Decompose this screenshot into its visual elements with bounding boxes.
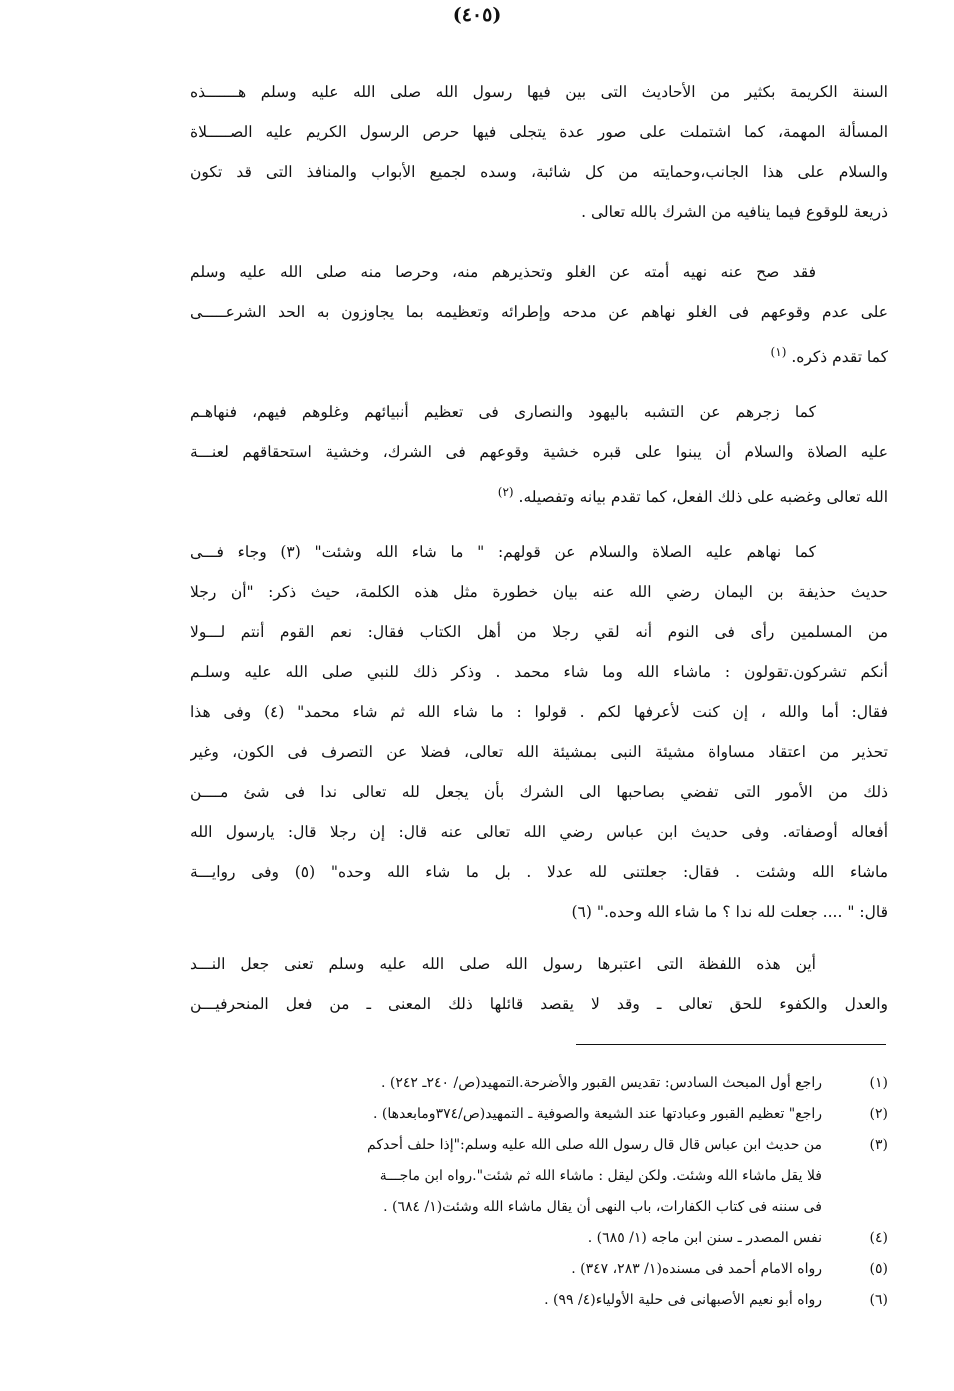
footnote-divider: [576, 1044, 886, 1045]
text-line: المسألة المهمة، كما اشتملت على صور عدة يتجلى فيها حرص الرسول الكريم عليه الصـــــلاة: [190, 123, 888, 141]
footnote-3-continued: [190, 1161, 888, 1192]
footnote-6: [190, 1285, 888, 1316]
text-line: من المسلمين رأى فى النوم أنه لقي رجلا من أهل الكتاب فقال: نعم القوم أنتم لـــولا: [190, 623, 888, 641]
text-line: فقد صح عنه نهيه أمته عن الغلو وتحذيرهم منه، وحرصا منه صلى الله عليه وسلم: [190, 263, 816, 281]
text-line: على عدم وقوعهم فى الغلو نهاهم عن مدحه وإطرائه وتعظيمه بما يجاوزون به الحد الشرعـــــى: [190, 303, 888, 321]
text-line: عليه الصلاة والسلام أن يبنوا على قبره خشية وقوعهم فى الشرك، وخشية استحقاقهم لعنـــة: [190, 443, 888, 461]
footnote-number: (٦): [869, 1292, 888, 1308]
footnote-text: راجع أول المبحث السادس: تقديس القبور والأضرحة.التمهيد(ص/ ٢٤٠ـ ٢٤٢) .: [381, 1075, 822, 1091]
footnote-text: رواه أبو نعيم الأصبهانى فى حلية الأولياء(٤/ ٩٩) .: [544, 1292, 822, 1308]
footnote-3: [190, 1130, 888, 1161]
paragraph-3: [190, 392, 888, 512]
text-line: السنة الكريمة بكثير من الأحاديث التى بين فيها رسول الله صلى الله عليه وسلم هـــــــذه: [190, 83, 888, 101]
footnote-number: (١): [869, 1075, 888, 1091]
footnote-text: من حديث ابن عباس قال قال رسول الله صلى الله عليه وسلم:"إذا حلف أحدكم: [367, 1137, 822, 1153]
footnote-number: (٤): [869, 1230, 888, 1246]
text-line: أين هذه اللفظة التى اعتبرها رسول الله صلى الله عليه وسلم تعنى جعل النـــد: [190, 955, 816, 973]
text-line: والسلام على هذا الجانب،وحمايته من كل شائبة، وسده لجميع الأبواب والمنافذ التى قد تكون: [190, 163, 888, 181]
footnote-text: فلا يقل ماشاء الله وشئت. ولكن ليقل : ماشاء الله ثم شئت".رواه ابن ماجـــة: [379, 1168, 822, 1184]
text-line: أنكم تشركون.تقولون : ماشاء الله وما شاء محمد . وذكر ذلك للنبي صلى الله عليه وسلـم: [190, 663, 888, 681]
text-line: ذلك من الأمور التى تفضي بصاحبها الى الشرك بأن يجعل لله تعالى ندا فى شئ مــــن: [190, 783, 888, 801]
text-line: كما زجرهم عن التشبه باليهود والنصارى فى تعظيم أنبيائهم وغلوهم فيهم، فنهاهـم: [190, 403, 816, 421]
text-line: فقال: أما والله ، إن كنت لأعرفها لكم . قولوا : ما شاء الله ثم شاء محمد" (٤) وفى هذا: [190, 703, 888, 721]
footnote-text: رواه الامام أحمد فى مسنده(١/ ٢٨٣، ٣٤٧) .: [571, 1261, 822, 1277]
text-line: أفعاله أوصفاته. وفى حديث ابن عباس رضي الله تعالى عنه قال: إن رجلا قال: يارسول الله: [190, 823, 888, 841]
paragraph-2: [190, 252, 888, 372]
text-line: كما نهاهم عليه الصلاة والسلام عن قولهم: " ما شاء الله وشئت" (٣) وجاء فـــى: [190, 543, 816, 561]
footnote-number: (٢): [869, 1106, 888, 1122]
text-line: ذريعة للوقوع فيما ينافيه من الشرك بالله تعالى .: [581, 203, 888, 221]
text-line: والعدل والكفوء للحق تعالى ـ وقد لا يقصد قائلها ذلك المعنى ـ من فعل المنحرفيـــن: [190, 995, 888, 1013]
text-line: تحذير من اعتقاد مساواة مشيئة النبى بمشيئة الله تعالى، فضلا عن التصرف فى الكون، وغير: [190, 743, 888, 761]
footnote-reference: (٢): [497, 485, 514, 499]
footnote-3-continued: [190, 1192, 888, 1223]
footnote-2: [190, 1099, 888, 1130]
text-line: قال: " .... جعلت لله ندا ؟ ما شاء الله وحده." (٦): [571, 903, 888, 921]
page-number: (٤٠٥): [452, 4, 502, 26]
footnote-1: [190, 1068, 888, 1099]
footnote-number: (٣): [869, 1137, 888, 1153]
footnote-text: نفس المصدر ـ سنن ابن ماجه (١/ ٦٨٥) .: [587, 1230, 822, 1246]
paragraph-4: [190, 532, 888, 932]
text-segment: الله تعالى وغضبه على ذلك الفعل، كما تقدم بيانه وتفصيله.: [518, 488, 888, 507]
footnote-text: راجع" تعظيم القبور وعبادتها عند الشيعة والصوفية ـ التمهيد(ص/٣٧٤ومابعدها) .: [373, 1106, 822, 1122]
footnote-reference: (١): [770, 345, 787, 359]
footnote-5: [190, 1254, 888, 1285]
text-segment: كما تقدم ذكره.: [791, 348, 888, 367]
footnote-4: [190, 1223, 888, 1254]
footnote-number: (٥): [869, 1261, 888, 1277]
footnote-text: فى سننه فى كتاب الكفارات، باب النهى أن يقال ماشاء الله وشئت(١/ ٦٨٤) .: [383, 1199, 822, 1215]
text-line: [190, 472, 888, 512]
text-line: [190, 332, 888, 372]
paragraph-1: [190, 72, 888, 232]
text-line: ماشاء الله وشئت . فقال: جعلتنى لله عدلا . بل ما شاء الله وحده" (٥) وفى روايـــة: [190, 863, 888, 881]
text-line: حديث حذيفة بن اليمان رضي الله عنه بيان خطورة مثل هذه الكلمة، حيث ذكر: "أن رجلا: [190, 583, 888, 601]
footnotes: [190, 1068, 888, 1316]
paragraph-5: [190, 944, 888, 1024]
